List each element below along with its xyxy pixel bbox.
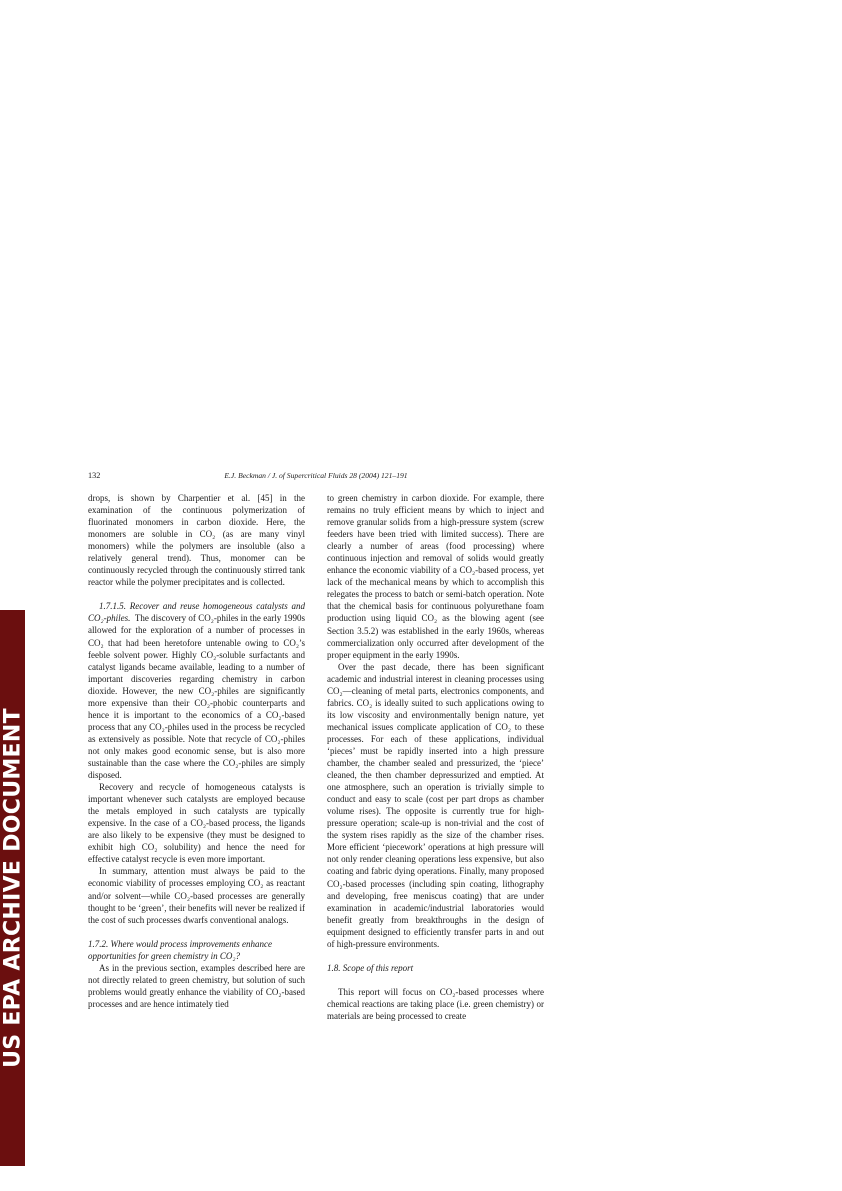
paragraph: drops, is shown by Charpentier et al. [45] in the examination of the continuous polymerization of fluorinated monomers in carbon dioxide. Here, the monomers are soluble in CO₂ (as are many vinyl monomers) while the polymers are insoluble (also a relatively general trend). Thus, monomer can be continuously recycled through the continuously stirred tank reactor while the polymer precipitates and is collected. [88, 493, 305, 588]
archive-banner-text: US EPA ARCHIVE DOCUMENT [0, 708, 25, 1068]
running-header: E.J. Beckman / J. of Supercritical Fluids 28 (2004) 121–191 [224, 471, 408, 480]
right-column [327, 492, 544, 1022]
paragraph: As in the previous section, examples described here are not directly related to green chemistry, but solution of such problems would greatly enhance the viability of CO₂-based processes and are hence intimately tied [88, 962, 305, 1009]
section-1-7-1-5 [88, 600, 305, 781]
section-text: The discovery of CO₂-philes in the early 1990s allowed for the exploration of a number of processes in CO₂ that had been heretofore untenable owing to CO₂’s feeble solvent power. Highly CO₂-soluble surfactants and catalyst ligands became available, leading to a number of important discoveries regarding chemistry in carbon dioxide. However, the new CO₂-philes are significantly more expensive than their CO₂-phobic counterparts and hence it is important to the economics of a CO₂-based process that any CO₂-philes used in the process be recycled as extensively as possible. Note that recycle of CO₂-philes not only makes good economic sense, but is also more sustainable than the case where the CO₂-philes are simply disposed. [88, 613, 305, 781]
paragraph: Recovery and recycle of homogeneous catalysts is important whenever such catalysts are employed because the metals employed in such catalysts are typically expensive. In the case of a CO₂-based process, the ligands are also likely to be expensive (they must be designed to exhibit high CO₂ solubility) and hence the need for effective catalyst recycle is even more important. [88, 782, 305, 865]
archive-banner [0, 610, 25, 1166]
paragraph: This report will focus on CO₂-based processes where chemical reactions are taking place (i.e. green chemistry) or materials are being processed to create [327, 986, 544, 1021]
section-heading: 1.7.2. Where would process improvements enhance opportunities for green chemistry in CO₂? [88, 938, 272, 961]
paragraph: Over the past decade, there has been significant academic and industrial interest in cleaning processes using CO₂—cleaning of metal parts, electronics components, and fabrics. CO₂ is ideally suited to such applications owing to its low viscosity and environmentally benign nature, yet mechanical issues complicate application of CO₂ to these processes. For each of these applications, individual ‘pieces’ must be rapidly inserted into a high pressure chamber, the chamber sealed and pressurized, the ‘piece’ cleaned, the then chamber depressurized and emptied. At one atmosphere, such an operation is trivially simple to conduct and easy to scale (cost per part drops as chamber volume rises). The opposite is currently true for high-pressure operation; scale-up is non-trivial and the cost of the system rises rapidly as the size of the chamber rises. More efficient ‘piecework’ operations at high pressure will not only render cleaning operations less expensive, but also coating and fabric dying operations. Finally, many proposed CO₂-based processes (including spin coating, lithography and developing, free meniscus coating) that are under examination in academic/industrial laboratories would benefit greatly from breakthroughs in the design of equipment designed to efficiently transfer parts in and out of high-pressure environments. [327, 661, 544, 949]
section-heading: 1.7.1.5. Recover and reuse homogeneous catalysts and CO₂-philes. [88, 601, 305, 624]
left-column [88, 492, 305, 1010]
paragraph: In summary, attention must always be paid to the economic viability of processes employing CO₂ as reactant and/or solvent—while CO₂-based processes are generally thought to be ‘green’, their benefits will never be realized if the cost of such processes dwarfs conventional analogs. [88, 866, 305, 925]
section-heading: 1.8. Scope of this report [327, 962, 414, 973]
page-number: 132 [88, 471, 101, 480]
paragraph: to green chemistry in carbon dioxide. For example, there remains no truly efficient means by which to inject and remove granular solids from a high-pressure system (screw feeders have been tried with limited success). There are clearly a number of areas (food processing) where continuous injection and removal of solids would greatly enhance the economic viability of a CO₂-based process, yet lack of the mechanical means by which to accomplish this relegates the process to batch or semi-batch operation. Note that the chemical basis for continuous polyurethane foam production using liquid CO₂ as the blowing agent (see Section 3.5.2) was established in the early 1960s, whereas commercialization only occurred after development of the proper equipment in the early 1990s. [327, 493, 544, 660]
